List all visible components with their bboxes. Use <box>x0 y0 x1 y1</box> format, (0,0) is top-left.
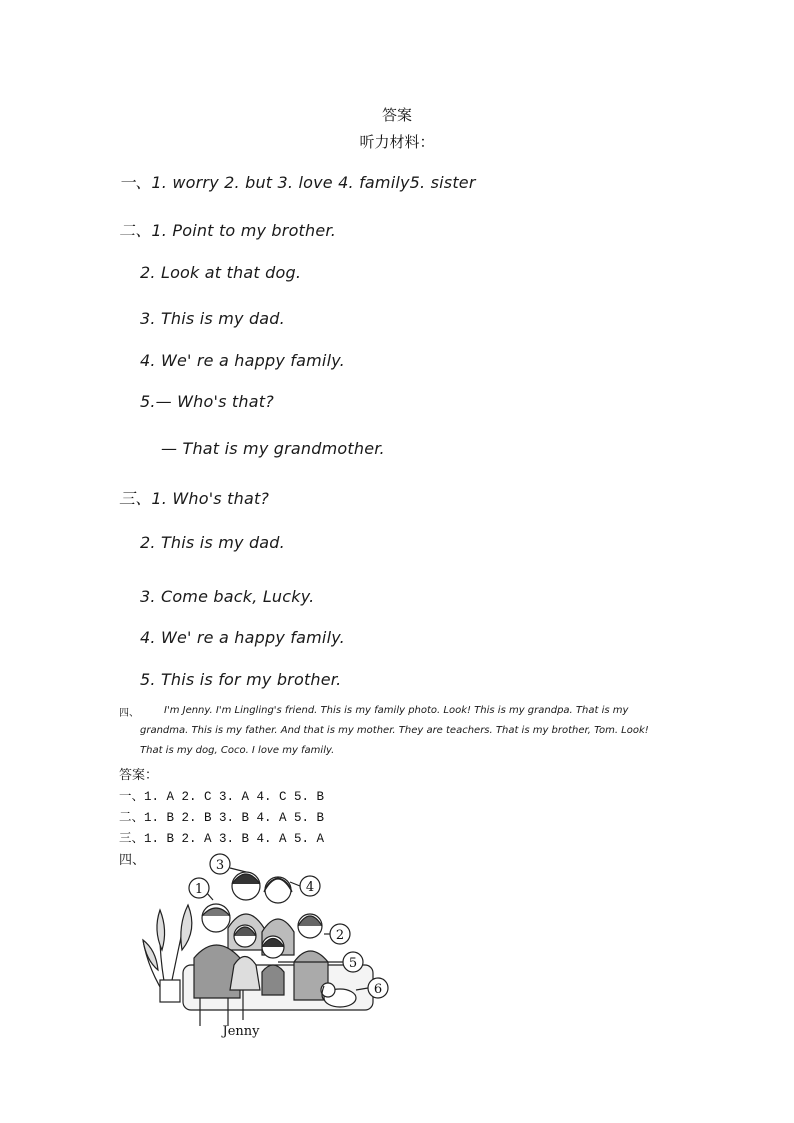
answers-heading: 答案： <box>119 768 159 783</box>
section-3-line-5: 5. This is for my brother. <box>140 670 342 689</box>
figure-caption: Jenny <box>222 1024 260 1039</box>
section-2-line-2: 2. Look at that dog. <box>140 263 302 282</box>
number-2: 2 <box>335 928 345 943</box>
page-subtitle: 听力材料： <box>359 133 435 151</box>
section-2-label: 二、 <box>119 221 152 240</box>
section-3-label: 三、 <box>119 489 152 508</box>
number-6: 6 <box>373 982 383 997</box>
answers-row-2: 二、1. B 2. B 3. B 4. A 5. B <box>119 811 325 825</box>
answers-row-1: 一、1. A 2. C 3. A 4. C 5. B <box>119 790 325 804</box>
section-2-line-5: 5.— Who's that? <box>140 392 274 411</box>
pointer-4 <box>290 882 300 886</box>
section-1-label: 一、 <box>119 173 152 192</box>
section-2-line-3: 3. This is my dad. <box>140 309 285 328</box>
page-title: 答案 <box>381 106 412 124</box>
answers-row-3: 三、1. B 2. A 3. B 4. A 5. A <box>119 832 325 846</box>
section-3-line-3: 3. Come back, Lucky. <box>140 587 315 606</box>
section-2-line-4: 4. We' re a happy family. <box>140 351 345 370</box>
section-3-line-1: 三、1. Who's that? <box>119 489 270 508</box>
section-2-line-1: 二、1. Point to my brother. <box>119 221 337 240</box>
number-1: 1 <box>194 882 204 897</box>
section-4-line-1: I'm Jenny. I'm Lingling's friend. This is my family photo. Look! This is my grandpa. That is my <box>164 705 629 716</box>
section-4-line-3: That is my dog, Coco. I love my family. <box>140 745 335 756</box>
answers-part4-label: 四、 <box>119 853 146 868</box>
section-4-line-2: grandma. This is my father. And that is my mother. They are teachers. That is my brother, Tom. Look! <box>140 725 649 736</box>
section-3-line-2: 2. This is my dad. <box>140 533 285 552</box>
section-3-line-4: 4. We' re a happy family. <box>140 628 345 647</box>
tom-body <box>262 965 284 995</box>
family-illustration <box>138 850 398 1045</box>
number-3: 3 <box>215 858 225 873</box>
mother-head <box>265 877 291 903</box>
section-2-line-6: — That is my grandmother. <box>161 439 385 458</box>
section-1-text: 1. worry 2. but 3. love 4. family5. sister <box>151 173 476 192</box>
section-4-label: 四、 <box>119 708 139 719</box>
section-1 <box>119 170 476 193</box>
number-4: 4 <box>305 880 315 895</box>
family-drawing <box>138 850 398 1045</box>
number-5: 5 <box>348 956 358 971</box>
pointer-3 <box>230 868 246 872</box>
